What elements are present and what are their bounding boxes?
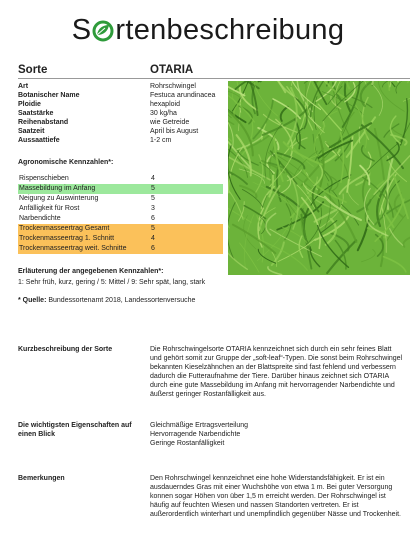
sorte-label: Sorte bbox=[18, 64, 48, 76]
legend-text: 1: Sehr früh, kurz, gering / 5: Mittel / 9: Sehr spät, lang, stark bbox=[18, 279, 206, 286]
agro-value: 6 bbox=[151, 215, 155, 222]
legend-title: Erläuterung der angegebenen Kennzahlen*: bbox=[18, 268, 164, 275]
property-key: Saatstärke bbox=[18, 110, 54, 117]
property-key: Aussaattiefe bbox=[18, 137, 60, 144]
section-text-bemerkungen bbox=[150, 474, 412, 519]
text-line: bekannten Kieselzähnchen an der Blattspreite sind fast fehlend und verbessern bbox=[150, 364, 396, 371]
document-logo bbox=[0, 14, 416, 47]
section-title-eigenschaften: Die wichtigsten Eigenschaften auf einen Blick bbox=[18, 422, 132, 438]
property-row bbox=[18, 82, 223, 91]
text-line: durch eine gute Massebildung im Anfang mit hervorragender Narbendichte und bbox=[150, 382, 395, 389]
property-value: April bis August bbox=[150, 128, 199, 135]
source-label: * Quelle: bbox=[18, 297, 47, 304]
agro-value: 4 bbox=[151, 235, 155, 242]
property-key: Saatzeit bbox=[18, 128, 45, 135]
grass-image bbox=[228, 81, 410, 275]
text-line: häufig auf feuchten Wiesen und nassen Standorten vertreten. Er ist bbox=[150, 502, 359, 509]
property-key: Ploidie bbox=[18, 101, 41, 108]
property-value: hexaploid bbox=[150, 101, 180, 108]
agro-value: 3 bbox=[151, 205, 155, 212]
section-title-kurzbeschreibung: Kurzbeschreibung der Sorte bbox=[18, 346, 113, 353]
agro-key: Trockenmasseertrag Gesamt bbox=[19, 225, 110, 232]
property-key: Art bbox=[18, 83, 29, 90]
source-note bbox=[18, 297, 195, 304]
agro-key: Trockenmasseertrag weit. Schnitte bbox=[19, 245, 127, 252]
agro-row bbox=[18, 244, 223, 254]
text-line: Gleichmäßige Ertragsverteilung bbox=[150, 422, 249, 429]
property-row bbox=[18, 118, 223, 127]
property-value: Rohrschwingel bbox=[150, 83, 196, 90]
section-text-eigenschaften bbox=[150, 421, 412, 448]
agro-table bbox=[18, 174, 223, 254]
agro-key: Trockenmasseertrag 1. Schnitt bbox=[19, 235, 115, 242]
text-line: Den Rohrschwingel kennzeichnet eine hohe Widerstandsfähigkeit. Er ist ein bbox=[150, 475, 385, 482]
text-line: ausdauerndes Gras mit einer Wuchshöhe von etwa 1 m. Bei guter Versorgung bbox=[150, 484, 393, 491]
source-text: Bundessortenamt 2018, Landessortenversuche bbox=[46, 297, 196, 304]
agro-row bbox=[18, 214, 223, 224]
leaf-in-circle-icon bbox=[92, 20, 114, 42]
agro-row bbox=[18, 224, 223, 234]
property-value: wie Getreide bbox=[150, 119, 190, 126]
grass-photo bbox=[228, 81, 410, 275]
text-line: äußerst geringer Rostanfälligkeit aus. bbox=[150, 391, 266, 398]
agro-row bbox=[18, 234, 223, 244]
text-line: Hervorragende Narbendichte bbox=[150, 431, 241, 438]
agro-key: Anfälligkeit für Rost bbox=[19, 205, 80, 212]
properties-table bbox=[18, 82, 223, 145]
property-row bbox=[18, 127, 223, 136]
section-text-kurzbeschreibung bbox=[150, 345, 412, 399]
agro-value: 5 bbox=[151, 225, 155, 232]
logo-prefix: S bbox=[71, 14, 92, 46]
agro-row bbox=[18, 194, 223, 204]
text-line: und gehört somit zur Gruppe der „soft-leaf“-Typen. Die sonst beim Rohrschwingel bbox=[150, 355, 403, 362]
text-line: dadurch die Futteraufnahme der Tiere. Darüber hinaus zeichnet sich OTARIA bbox=[150, 373, 390, 380]
agro-key: Neigung zu Auswinterung bbox=[19, 195, 99, 202]
text-line: außerordentlich winterhart und unempfindlich gegenüber Nässe und Trockenheit. bbox=[150, 511, 401, 518]
text-line: konnen sogar Höhen von über 1,5 m erreicht werden. Der Rohrschwingel ist bbox=[150, 493, 386, 500]
agro-value: 6 bbox=[151, 245, 155, 252]
agro-value: 5 bbox=[151, 195, 155, 202]
sorte-value: OTARIA bbox=[150, 64, 194, 76]
agro-value: 4 bbox=[151, 175, 155, 182]
agro-key: Massebildung im Anfang bbox=[19, 185, 96, 192]
agro-key: Rispenschieben bbox=[19, 175, 69, 182]
property-key: Botanischer Name bbox=[18, 92, 80, 99]
property-row bbox=[18, 100, 223, 109]
agro-title: Agronomische Kennzahlen*: bbox=[18, 159, 114, 166]
agro-row bbox=[18, 174, 223, 184]
agro-value: 5 bbox=[151, 185, 155, 192]
property-value: 1-2 cm bbox=[150, 137, 172, 144]
section-title-bemerkungen: Bemerkungen bbox=[18, 475, 65, 482]
property-row bbox=[18, 136, 223, 145]
property-value: 30 kg/ha bbox=[150, 110, 177, 117]
header-divider bbox=[18, 78, 410, 79]
text-line: Geringe Rostanfälligkeit bbox=[150, 440, 225, 447]
property-key: Reihenabstand bbox=[18, 119, 69, 126]
text-line: Die Rohrschwingelsorte OTARIA kennzeichnet sich durch ein sehr feines Blatt bbox=[150, 346, 392, 353]
agro-row bbox=[18, 204, 223, 214]
property-value: Festuca arundinacea bbox=[150, 92, 216, 99]
property-row bbox=[18, 109, 223, 118]
agro-row bbox=[18, 184, 223, 194]
logo-suffix: rtenbeschreibung bbox=[115, 14, 345, 46]
agro-key: Narbendichte bbox=[19, 215, 61, 222]
property-row bbox=[18, 91, 223, 100]
